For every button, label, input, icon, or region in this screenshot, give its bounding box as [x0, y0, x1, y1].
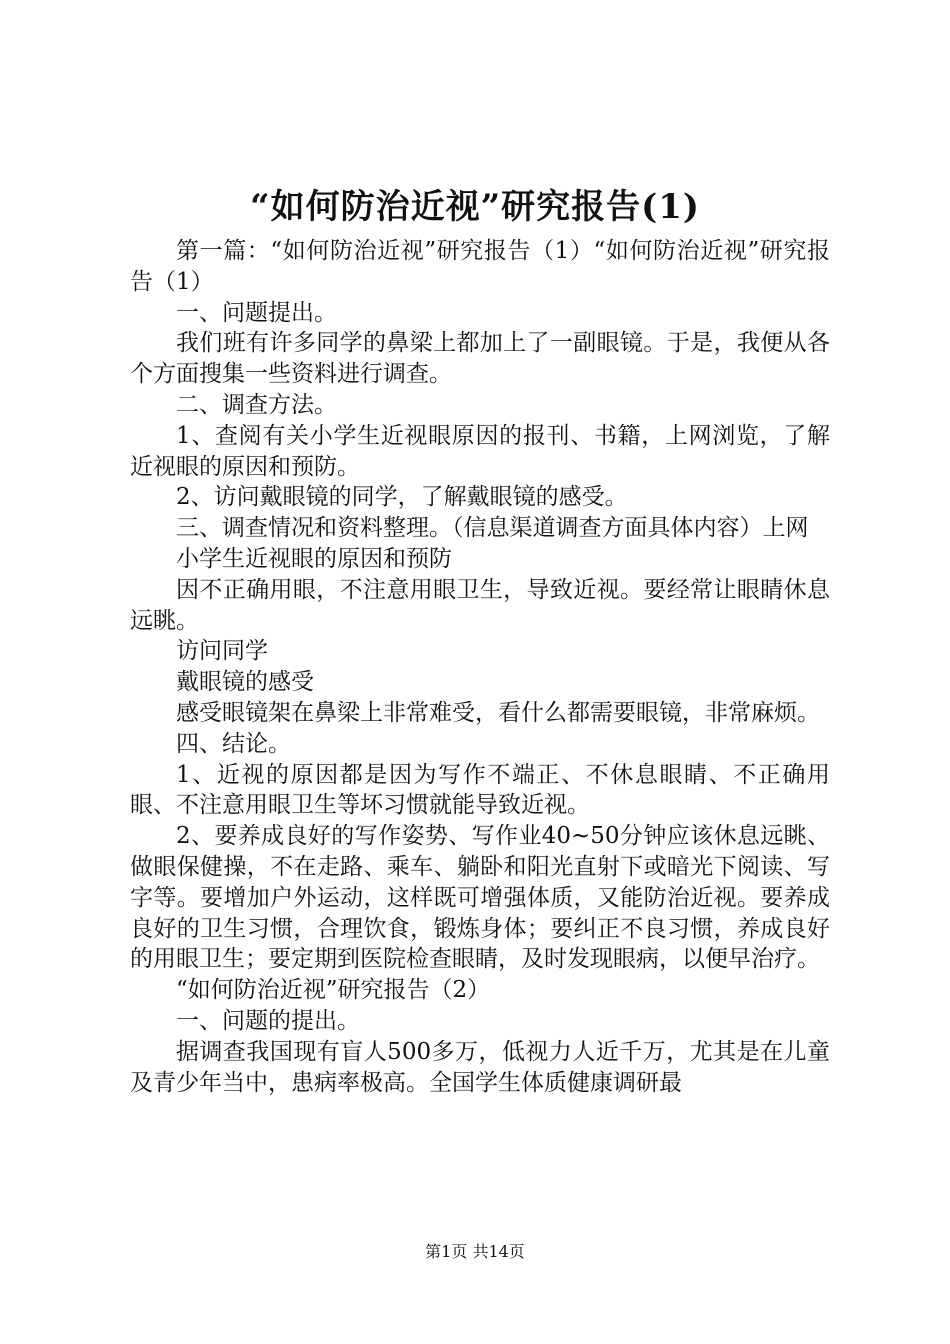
section-heading: 一、问题提出。: [176, 299, 337, 326]
paragraph: 我们班有许多同学的鼻梁上都加上了一副眼镜。于是，我便从各个方面搜集一些资料进行调查。: [130, 330, 830, 388]
paragraph: 2、要养成良好的写作姿势、写作业40~50分钟应该休息远眺、做眼保健操，不在走路、乘车、躺卧和阳光直射下或暗光下阅读、写字等。要增加户外运动，这样既可增强体质，又能防治近视。要养成良好的卫生习惯，合理饮食，锻炼身体；要纠正不良习惯，养成良好的用眼卫生；要定期到医院检查眼睛，及时发现眼病，以便早治疗。: [130, 823, 830, 973]
section-heading: 二、调查方法。: [176, 391, 337, 418]
section-heading: 四、结论。: [176, 730, 291, 757]
subheading: “如何防治近视”研究报告（2）: [176, 977, 491, 1004]
subheading: 戴眼镜的感受: [176, 669, 314, 696]
paragraph: 感受眼镜架在鼻梁上非常难受，看什么都需要眼镜，非常麻烦。: [176, 699, 820, 726]
paragraph: 1、近视的原因都是因为写作不端正、不休息眼睛、不正确用眼、不注意用眼卫生等坏习惯就能导致近视。: [130, 761, 830, 819]
paragraph: 第一篇：“如何防治近视”研究报告（1）“如何防治近视”研究报告（1）: [130, 238, 830, 295]
paragraph: 1、查阅有关小学生近视眼原因的报刊、书籍，上网浏览，了解近视眼的原因和预防。: [130, 422, 830, 480]
subheading: 访问同学: [176, 638, 268, 665]
section-heading: 三、调查情况和资料整理。（信息渠道调查方面具体内容）上网: [176, 515, 809, 542]
page-footer: 第1页 共14页: [425, 1242, 525, 1261]
document-title: “如何防治近视”研究报告(1): [250, 187, 700, 227]
paragraph: 据调查我国现有盲人500多万，低视力人近千万，尤其是在儿童及青少年当中，患病率极高。全国学生体质健康调研最: [130, 1038, 830, 1096]
paragraph: 2、访问戴眼镜的同学，了解戴眼镜的感受。: [176, 484, 628, 511]
document-body: [130, 236, 830, 1098]
section-heading: 一、问题的提出。: [176, 1007, 360, 1034]
subheading: 小学生近视眼的原因和预防: [176, 545, 452, 572]
paragraph: 因不正确用眼，不注意用眼卫生，导致近视。要经常让眼睛休息远眺。: [130, 576, 830, 634]
